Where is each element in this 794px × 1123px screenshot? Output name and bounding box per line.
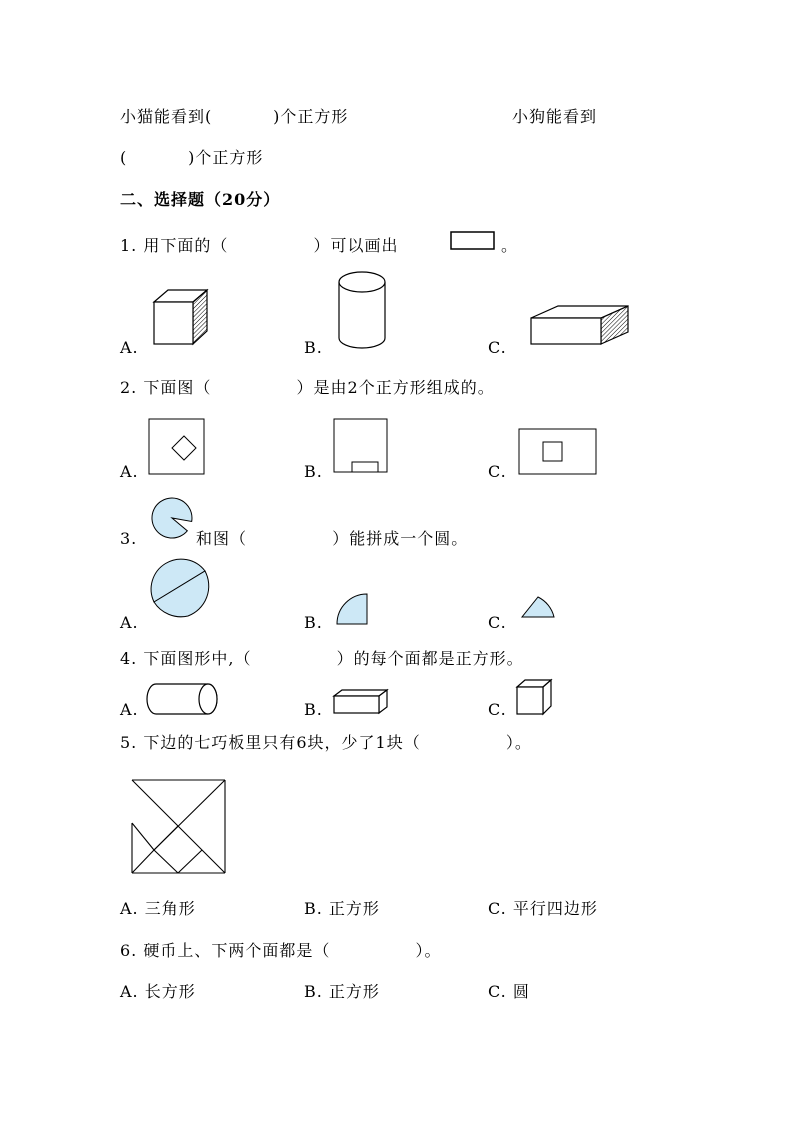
q5-stem: 5. 下边的七巧板里只有6块，少了1块（ ）。 — [120, 733, 532, 752]
dog-question-line-cont: ( )个正方形 — [120, 148, 264, 167]
q6-option-a: A. 长方形 — [120, 982, 196, 1001]
q4-cylinder-lying-figure — [146, 682, 220, 716]
q6-option-b: B. 正方形 — [304, 982, 380, 1001]
q1-cube-figure — [150, 288, 212, 350]
q1-option-b: B. — [304, 338, 323, 357]
q3-option-c: C. — [488, 613, 507, 632]
q1-stem: 1. 用下面的（ ）可以画出 — [120, 236, 399, 255]
q1-rectangle-figure — [450, 231, 496, 251]
q6-stem: 6. 硬币上、下两个面都是（ ）。 — [120, 941, 442, 960]
cat-question-line: 小猫能看到( )个正方形 — [120, 107, 349, 126]
q3-stem: 和图（ ）能拼成一个圆。 — [196, 529, 469, 548]
q4-option-c: C. — [488, 700, 507, 719]
q1-stem-end: 。 — [501, 236, 519, 255]
q1-cuboid-figure — [528, 304, 632, 348]
q3-number: 3. — [120, 529, 138, 548]
q5-option-b: B. 正方形 — [304, 899, 380, 918]
q1-option-a: A. — [120, 338, 139, 357]
q2-figure-b — [333, 418, 389, 474]
q4-stem: 4. 下面图形中,（ ）的每个面都是正方形。 — [120, 649, 524, 668]
q3-pacman-circle-figure — [150, 496, 196, 542]
q5-tangram-figure — [130, 778, 228, 876]
q2-figure-c — [518, 428, 598, 476]
q2-stem: 2. 下面图（ ）是由2个正方形组成的。 — [120, 378, 495, 397]
q1-cylinder-figure — [336, 270, 388, 352]
q4-cuboid-figure — [332, 688, 390, 716]
q2-option-c: C. — [488, 462, 507, 481]
q3-sector-figure — [520, 594, 558, 620]
q3-option-b: B. — [304, 613, 323, 632]
q2-option-a: A. — [120, 462, 139, 481]
q4-option-a: A. — [120, 700, 139, 719]
q3-semicircle-figure — [150, 564, 210, 624]
q2-option-b: B. — [304, 462, 323, 481]
q5-option-a: A. 三角形 — [120, 899, 196, 918]
section-heading: 二、选择题（20分） — [120, 190, 281, 209]
q3-quarter-circle-figure — [335, 592, 371, 628]
q5-option-c: C. 平行四边形 — [488, 899, 598, 918]
q4-option-b: B. — [304, 700, 323, 719]
dog-question-line: 小狗能看到 — [512, 107, 598, 126]
q4-cube-figure — [515, 678, 555, 718]
q1-option-c: C. — [488, 338, 507, 357]
q3-option-a: A. — [120, 613, 139, 632]
q6-option-c: C. 圆 — [488, 982, 530, 1001]
q2-figure-a — [148, 418, 206, 476]
